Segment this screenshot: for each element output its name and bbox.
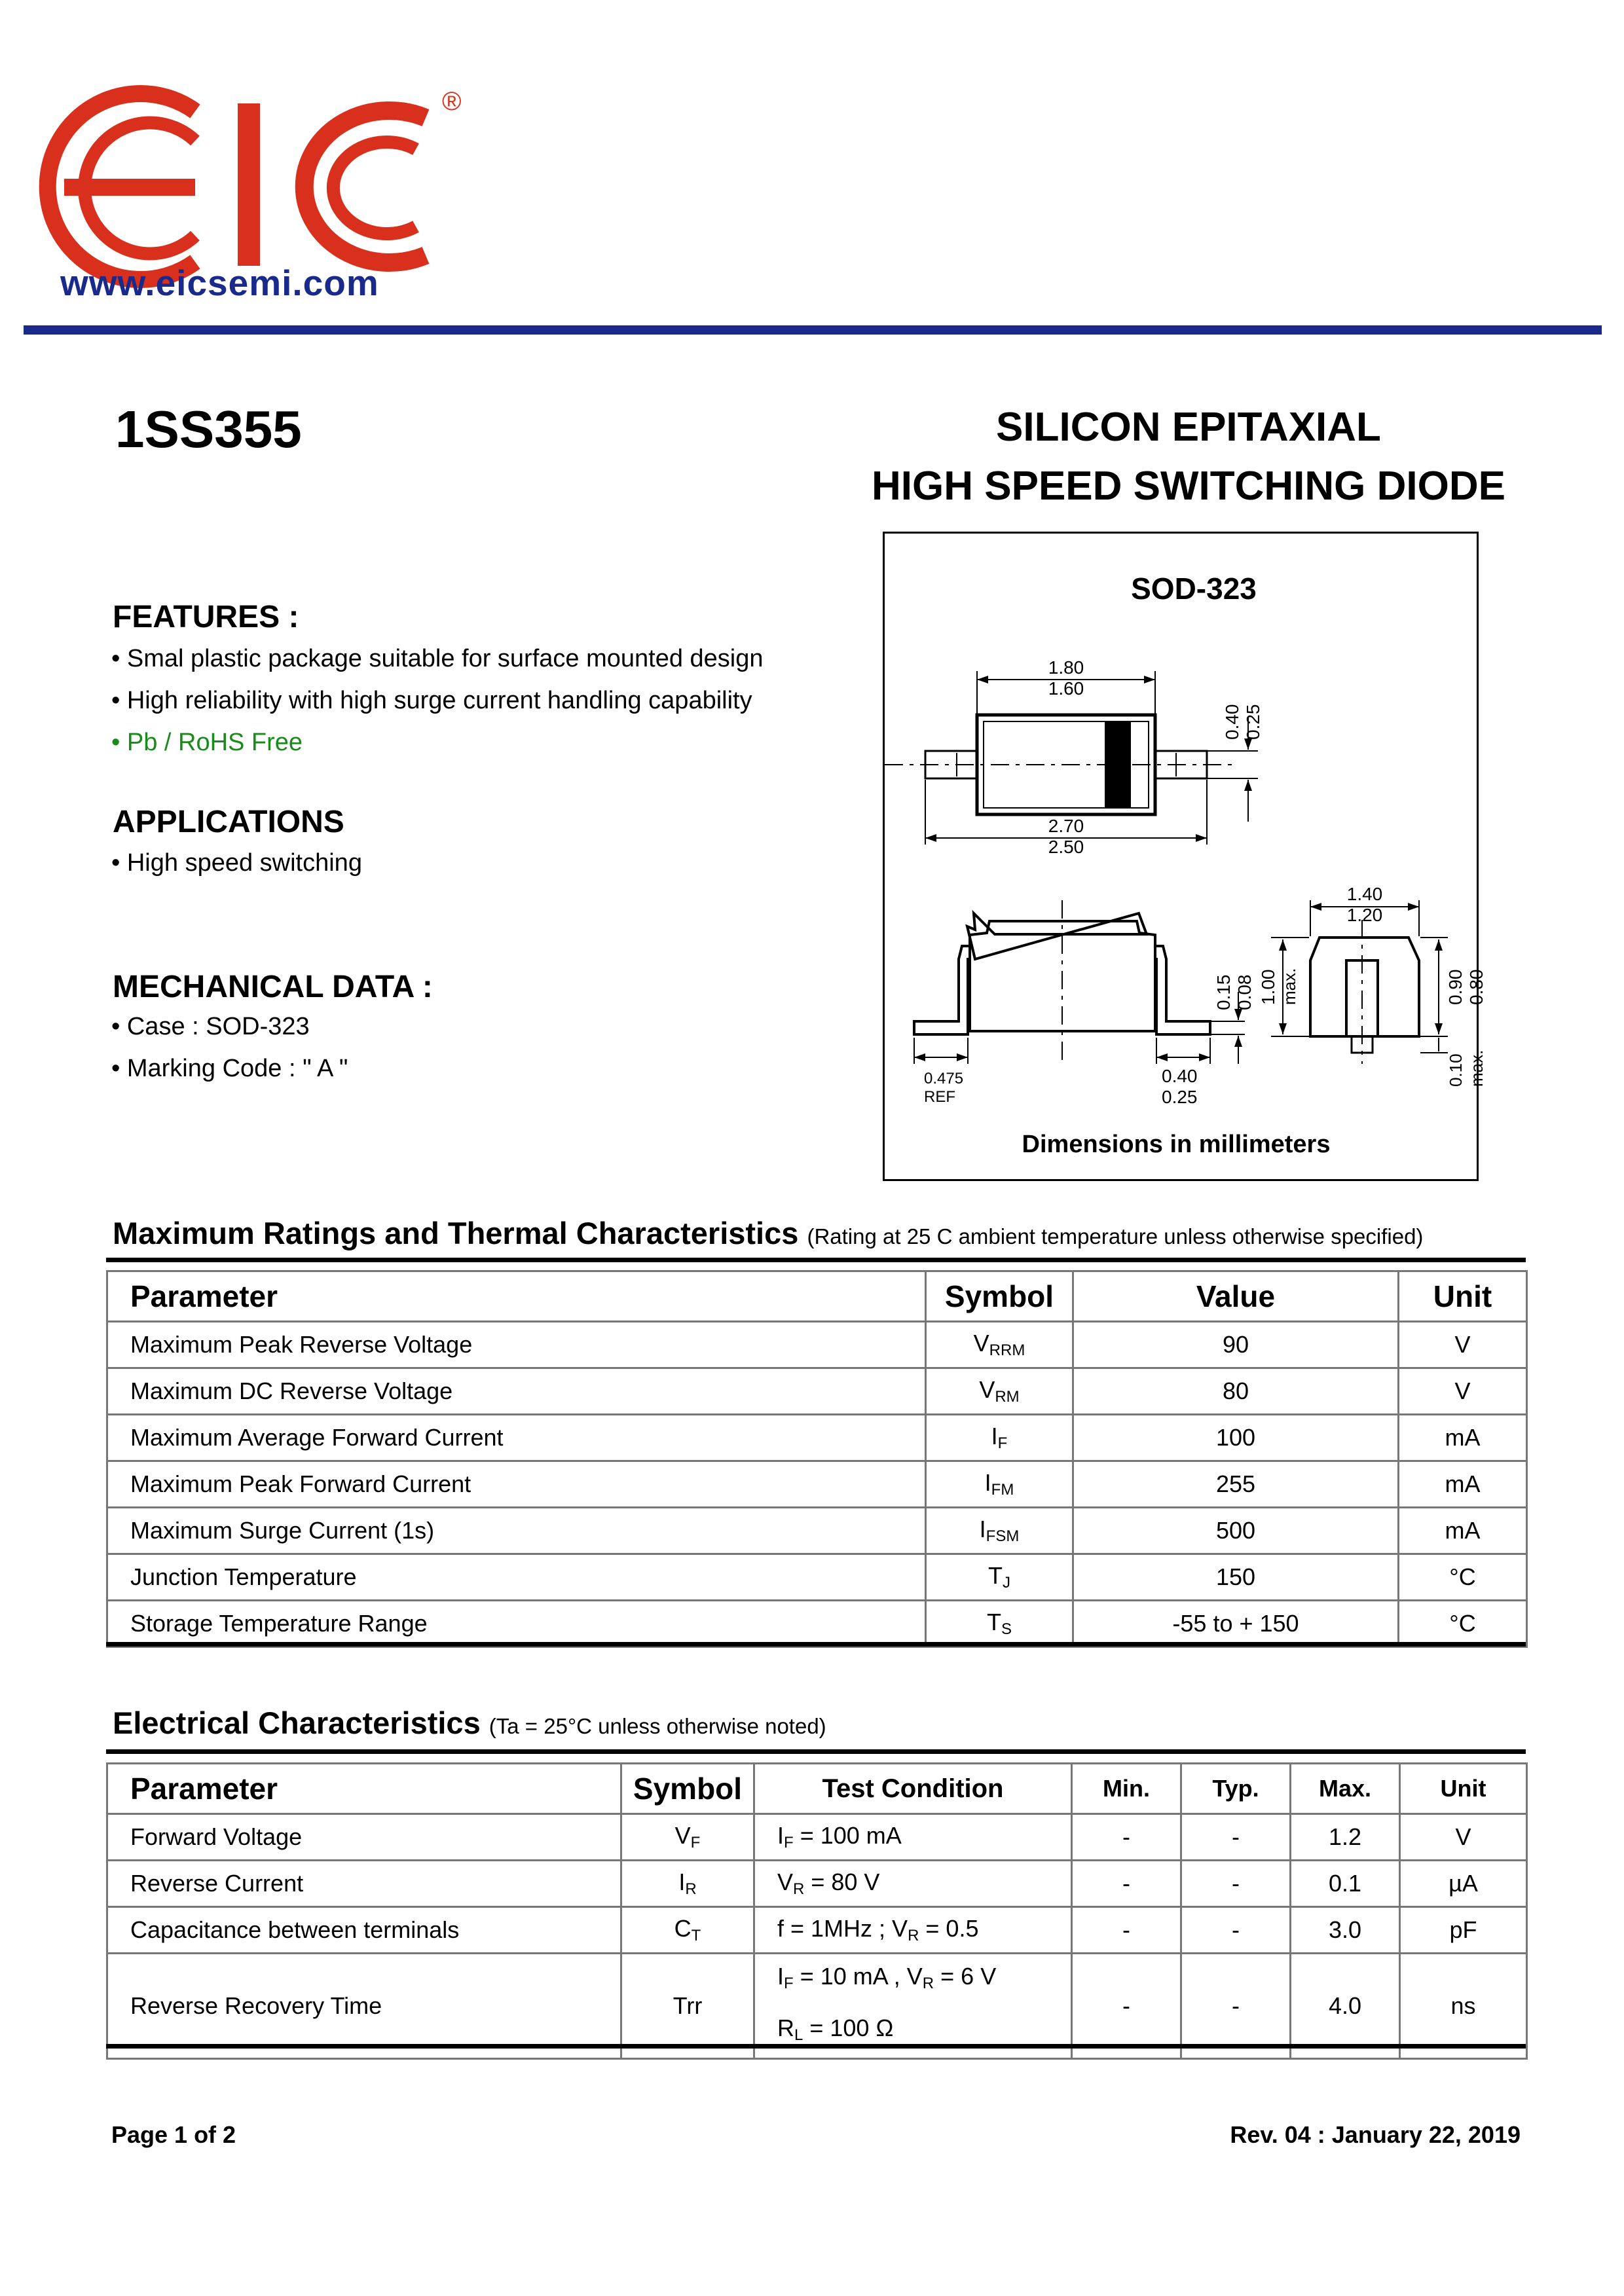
- unit-cell: µA: [1400, 1861, 1527, 1907]
- applications-list: [111, 842, 362, 884]
- typ-cell: -: [1181, 1861, 1291, 1907]
- param-cell: Storage Temperature Range: [107, 1601, 926, 1647]
- symbol-subscript: FSM: [986, 1527, 1020, 1545]
- col-header: Parameter: [107, 1271, 926, 1322]
- unit-cell: °C: [1399, 1601, 1527, 1647]
- dim-label: 1.60: [1048, 678, 1084, 699]
- page-number: Page 1 of 2: [111, 2121, 236, 2148]
- symbol-text: T: [986, 1609, 1001, 1635]
- feature-item-rohs: • Pb / RoHS Free: [111, 729, 303, 756]
- dim-label: 1.40: [1346, 884, 1383, 904]
- symbol-text: V: [674, 1822, 691, 1849]
- min-cell: -: [1072, 1861, 1181, 1907]
- param-cell: Capacitance between terminals: [107, 1907, 621, 1954]
- dim-label: REF: [924, 1088, 955, 1106]
- param-cell: Maximum Peak Reverse Voltage: [107, 1322, 926, 1368]
- symbol-text: V: [973, 1330, 989, 1357]
- ratings-bottom-rule: [106, 1642, 1526, 1647]
- symbol-text: I: [678, 1868, 686, 1895]
- table-row: [107, 1322, 1527, 1368]
- value-cell: 90: [1073, 1322, 1399, 1368]
- application-item: • High speed switching: [111, 849, 362, 877]
- dimensions-caption: Dimensions in millimeters: [1022, 1131, 1331, 1158]
- electrical-title: [113, 1705, 826, 1741]
- cond-text: I: [777, 1822, 784, 1849]
- dim-label: max.: [1280, 968, 1299, 1005]
- col-header: Min.: [1072, 1764, 1181, 1814]
- electrical-header-row: [107, 1764, 1527, 1814]
- table-row: [107, 1508, 1527, 1554]
- dim-label: 1.20: [1346, 905, 1383, 925]
- table-row: [107, 1814, 1527, 1861]
- cond-subscript: R: [908, 1927, 919, 1944]
- cond-subscript: R: [793, 1880, 805, 1898]
- website-url[interactable]: www.eicsemi.com: [60, 263, 379, 303]
- eic-logo-mark: [26, 72, 478, 268]
- electrical-note: (Ta = 25°C unless otherwise noted): [489, 1714, 826, 1738]
- value-cell: 150: [1073, 1554, 1399, 1601]
- ratings-note: (Rating at 25 C ambient temperature unless otherwise specified): [807, 1224, 1424, 1248]
- symbol-subscript: F: [997, 1434, 1008, 1452]
- symbol-subscript: FM: [991, 1481, 1014, 1499]
- unit-cell: °C: [1399, 1554, 1527, 1601]
- symbol-subscript: J: [1003, 1574, 1010, 1592]
- dim-label: 0.40: [1222, 704, 1242, 740]
- dim-label: 1.80: [1048, 657, 1084, 678]
- col-header: Symbol: [926, 1271, 1073, 1322]
- typ-cell: -: [1181, 1907, 1291, 1954]
- condition-cell: [754, 1861, 1072, 1907]
- symbol-subscript: F: [690, 1834, 701, 1851]
- value-cell: 80: [1073, 1368, 1399, 1415]
- table-row: [107, 1368, 1527, 1415]
- ratings-table: [106, 1270, 1528, 1648]
- ratings-title: [113, 1215, 1423, 1251]
- dim-label: 0.40: [1162, 1066, 1198, 1086]
- device-title: [845, 398, 1532, 516]
- param-cell: Maximum Peak Forward Current: [107, 1461, 926, 1508]
- symbol-subscript: R: [685, 1880, 697, 1898]
- dim-label: max.: [1467, 1049, 1486, 1087]
- cond-subscript: L: [794, 2026, 803, 2044]
- param-cell: Forward Voltage: [107, 1814, 621, 1861]
- package-name: SOD-323: [1131, 572, 1257, 606]
- symbol-cell: [926, 1554, 1073, 1601]
- applications-heading: APPLICATIONS: [113, 805, 344, 839]
- cond-text: I: [777, 1963, 784, 1990]
- ratings-header-row: [107, 1271, 1527, 1322]
- cathode-band: [1105, 722, 1131, 807]
- dim-label: 0.475: [924, 1070, 964, 1087]
- col-header: Test Condition: [754, 1764, 1072, 1814]
- part-number: 1SS355: [115, 400, 302, 458]
- unit-cell: V: [1399, 1322, 1527, 1368]
- dim-label: 1.00: [1258, 969, 1278, 1005]
- max-cell: 3.0: [1291, 1907, 1400, 1954]
- features-list: [111, 638, 764, 763]
- cond-text: = 10 mA , V: [793, 1963, 923, 1990]
- condition-cell: [754, 1954, 1072, 2059]
- dim-label: 0.08: [1234, 974, 1255, 1010]
- symbol-subscript: RRM: [989, 1341, 1025, 1359]
- table-row: [107, 1861, 1527, 1907]
- features-heading: FEATURES :: [113, 600, 299, 634]
- col-header: Unit: [1399, 1271, 1527, 1322]
- max-cell: 1.2: [1291, 1814, 1400, 1861]
- value-cell: 255: [1073, 1461, 1399, 1508]
- symbol-cell: [621, 1954, 754, 2059]
- param-cell: Maximum Average Forward Current: [107, 1415, 926, 1461]
- min-cell: -: [1072, 1814, 1181, 1861]
- ratings-top-rule: [106, 1258, 1526, 1262]
- symbol-cell: [621, 1814, 754, 1861]
- col-header: Value: [1073, 1271, 1399, 1322]
- table-row: [107, 1954, 1527, 2059]
- dim-label: 2.70: [1048, 816, 1084, 836]
- package-drawing: [885, 534, 1486, 1179]
- symbol-subscript: RM: [995, 1388, 1020, 1406]
- registered-mark: ®: [442, 87, 462, 116]
- cond-text: R: [777, 2014, 794, 2041]
- dim-label: 0.25: [1243, 704, 1263, 740]
- col-header: Parameter: [107, 1764, 621, 1814]
- device-title-line1: SILICON EPITAXIAL: [996, 405, 1381, 450]
- symbol-cell: [621, 1861, 754, 1907]
- unit-cell: mA: [1399, 1415, 1527, 1461]
- symbol-cell: [926, 1368, 1073, 1415]
- symbol-cell: [926, 1322, 1073, 1368]
- mechanical-item: • Case : SOD-323: [111, 1013, 310, 1040]
- symbol-text: T: [988, 1562, 1003, 1589]
- dim-label: 0.80: [1466, 969, 1486, 1005]
- cond-text: = 0.5: [919, 1915, 979, 1942]
- cond-line: [777, 2006, 1071, 2058]
- revision-date: Rev. 04 : January 22, 2019: [1230, 2121, 1521, 2148]
- symbol-subscript: S: [1001, 1620, 1012, 1638]
- electrical-title-text: Electrical Characteristics: [113, 1705, 481, 1740]
- cond-text: V: [777, 1868, 794, 1895]
- table-row: [107, 1461, 1527, 1508]
- col-header: Typ.: [1181, 1764, 1291, 1814]
- symbol-cell: [926, 1601, 1073, 1647]
- dim-label: 0.15: [1213, 974, 1234, 1010]
- min-cell: -: [1072, 1954, 1181, 2059]
- max-cell: 4.0: [1291, 1954, 1400, 2059]
- dim-label: 0.25: [1162, 1087, 1198, 1107]
- param-cell: Junction Temperature: [107, 1554, 926, 1601]
- unit-cell: ns: [1400, 1954, 1527, 2059]
- symbol-text: I: [991, 1423, 998, 1449]
- dim-label: 0.10: [1446, 1053, 1466, 1087]
- param-cell: Reverse Current: [107, 1861, 621, 1907]
- unit-cell: mA: [1399, 1508, 1527, 1554]
- electrical-table: [106, 1762, 1528, 2060]
- param-cell: Reverse Recovery Time: [107, 1954, 621, 2059]
- typ-cell: -: [1181, 1954, 1291, 2059]
- feature-item: • High reliability with high surge current handling capability: [111, 687, 752, 714]
- table-row: [107, 1601, 1527, 1647]
- package-outline-box: [883, 532, 1486, 1181]
- param-cell: Maximum DC Reverse Voltage: [107, 1368, 926, 1415]
- condition-cell: [754, 1907, 1072, 1954]
- mechanical-heading: MECHANICAL DATA :: [113, 970, 433, 1004]
- cond-text: f = 1MHz ; V: [777, 1915, 908, 1942]
- symbol-cell: [926, 1415, 1073, 1461]
- max-cell: 0.1: [1291, 1861, 1400, 1907]
- table-row: [107, 1554, 1527, 1601]
- symbol-text: C: [674, 1915, 692, 1942]
- feature-item: • Smal plastic package suitable for surface mounted design: [111, 645, 764, 672]
- dim-label: 0.90: [1445, 969, 1466, 1005]
- cond-text: = 100 mA: [793, 1822, 902, 1849]
- value-cell: -55 to + 150: [1073, 1601, 1399, 1647]
- cond-subscript: R: [922, 1975, 934, 1992]
- symbol-text: I: [979, 1516, 986, 1542]
- cond-text: = 100 Ω: [803, 2014, 894, 2041]
- symbol-text: I: [984, 1469, 991, 1496]
- value-cell: 500: [1073, 1508, 1399, 1554]
- cond-subscript: F: [784, 1834, 794, 1851]
- symbol-cell: [926, 1461, 1073, 1508]
- mechanical-item: • Marking Code : " A ": [111, 1055, 348, 1082]
- param-cell: Maximum Surge Current (1s): [107, 1508, 926, 1554]
- typ-cell: -: [1181, 1814, 1291, 1861]
- dim-label: 2.50: [1048, 837, 1084, 857]
- symbol-text: V: [979, 1376, 995, 1403]
- condition-cell: [754, 1814, 1072, 1861]
- symbol-subscript: T: [691, 1927, 701, 1944]
- col-header: Symbol: [621, 1764, 754, 1814]
- table-row: [107, 1415, 1527, 1461]
- symbol-cell: [926, 1508, 1073, 1554]
- table-row: [107, 1907, 1527, 1954]
- value-cell: 100: [1073, 1415, 1399, 1461]
- unit-cell: V: [1400, 1814, 1527, 1861]
- mechanical-list: [111, 1006, 348, 1089]
- unit-cell: V: [1399, 1368, 1527, 1415]
- cond-subscript: F: [784, 1975, 794, 1992]
- cond-line: [777, 1954, 1071, 2006]
- col-header: Unit: [1400, 1764, 1527, 1814]
- electrical-top-rule: [106, 1749, 1526, 1754]
- unit-cell: pF: [1400, 1907, 1527, 1954]
- cond-text: = 6 V: [934, 1963, 997, 1990]
- min-cell: -: [1072, 1907, 1181, 1954]
- unit-cell: mA: [1399, 1461, 1527, 1508]
- electrical-bottom-rule: [106, 2044, 1526, 2049]
- cond-text: = 80 V: [804, 1868, 880, 1895]
- header-rule: [24, 325, 1602, 335]
- symbol-cell: [621, 1907, 754, 1954]
- device-title-line2: HIGH SPEED SWITCHING DIODE: [872, 464, 1505, 509]
- symbol-text: Trr: [673, 1992, 703, 2019]
- ratings-title-text: Maximum Ratings and Thermal Characteristics: [113, 1216, 799, 1250]
- col-header: Max.: [1291, 1764, 1400, 1814]
